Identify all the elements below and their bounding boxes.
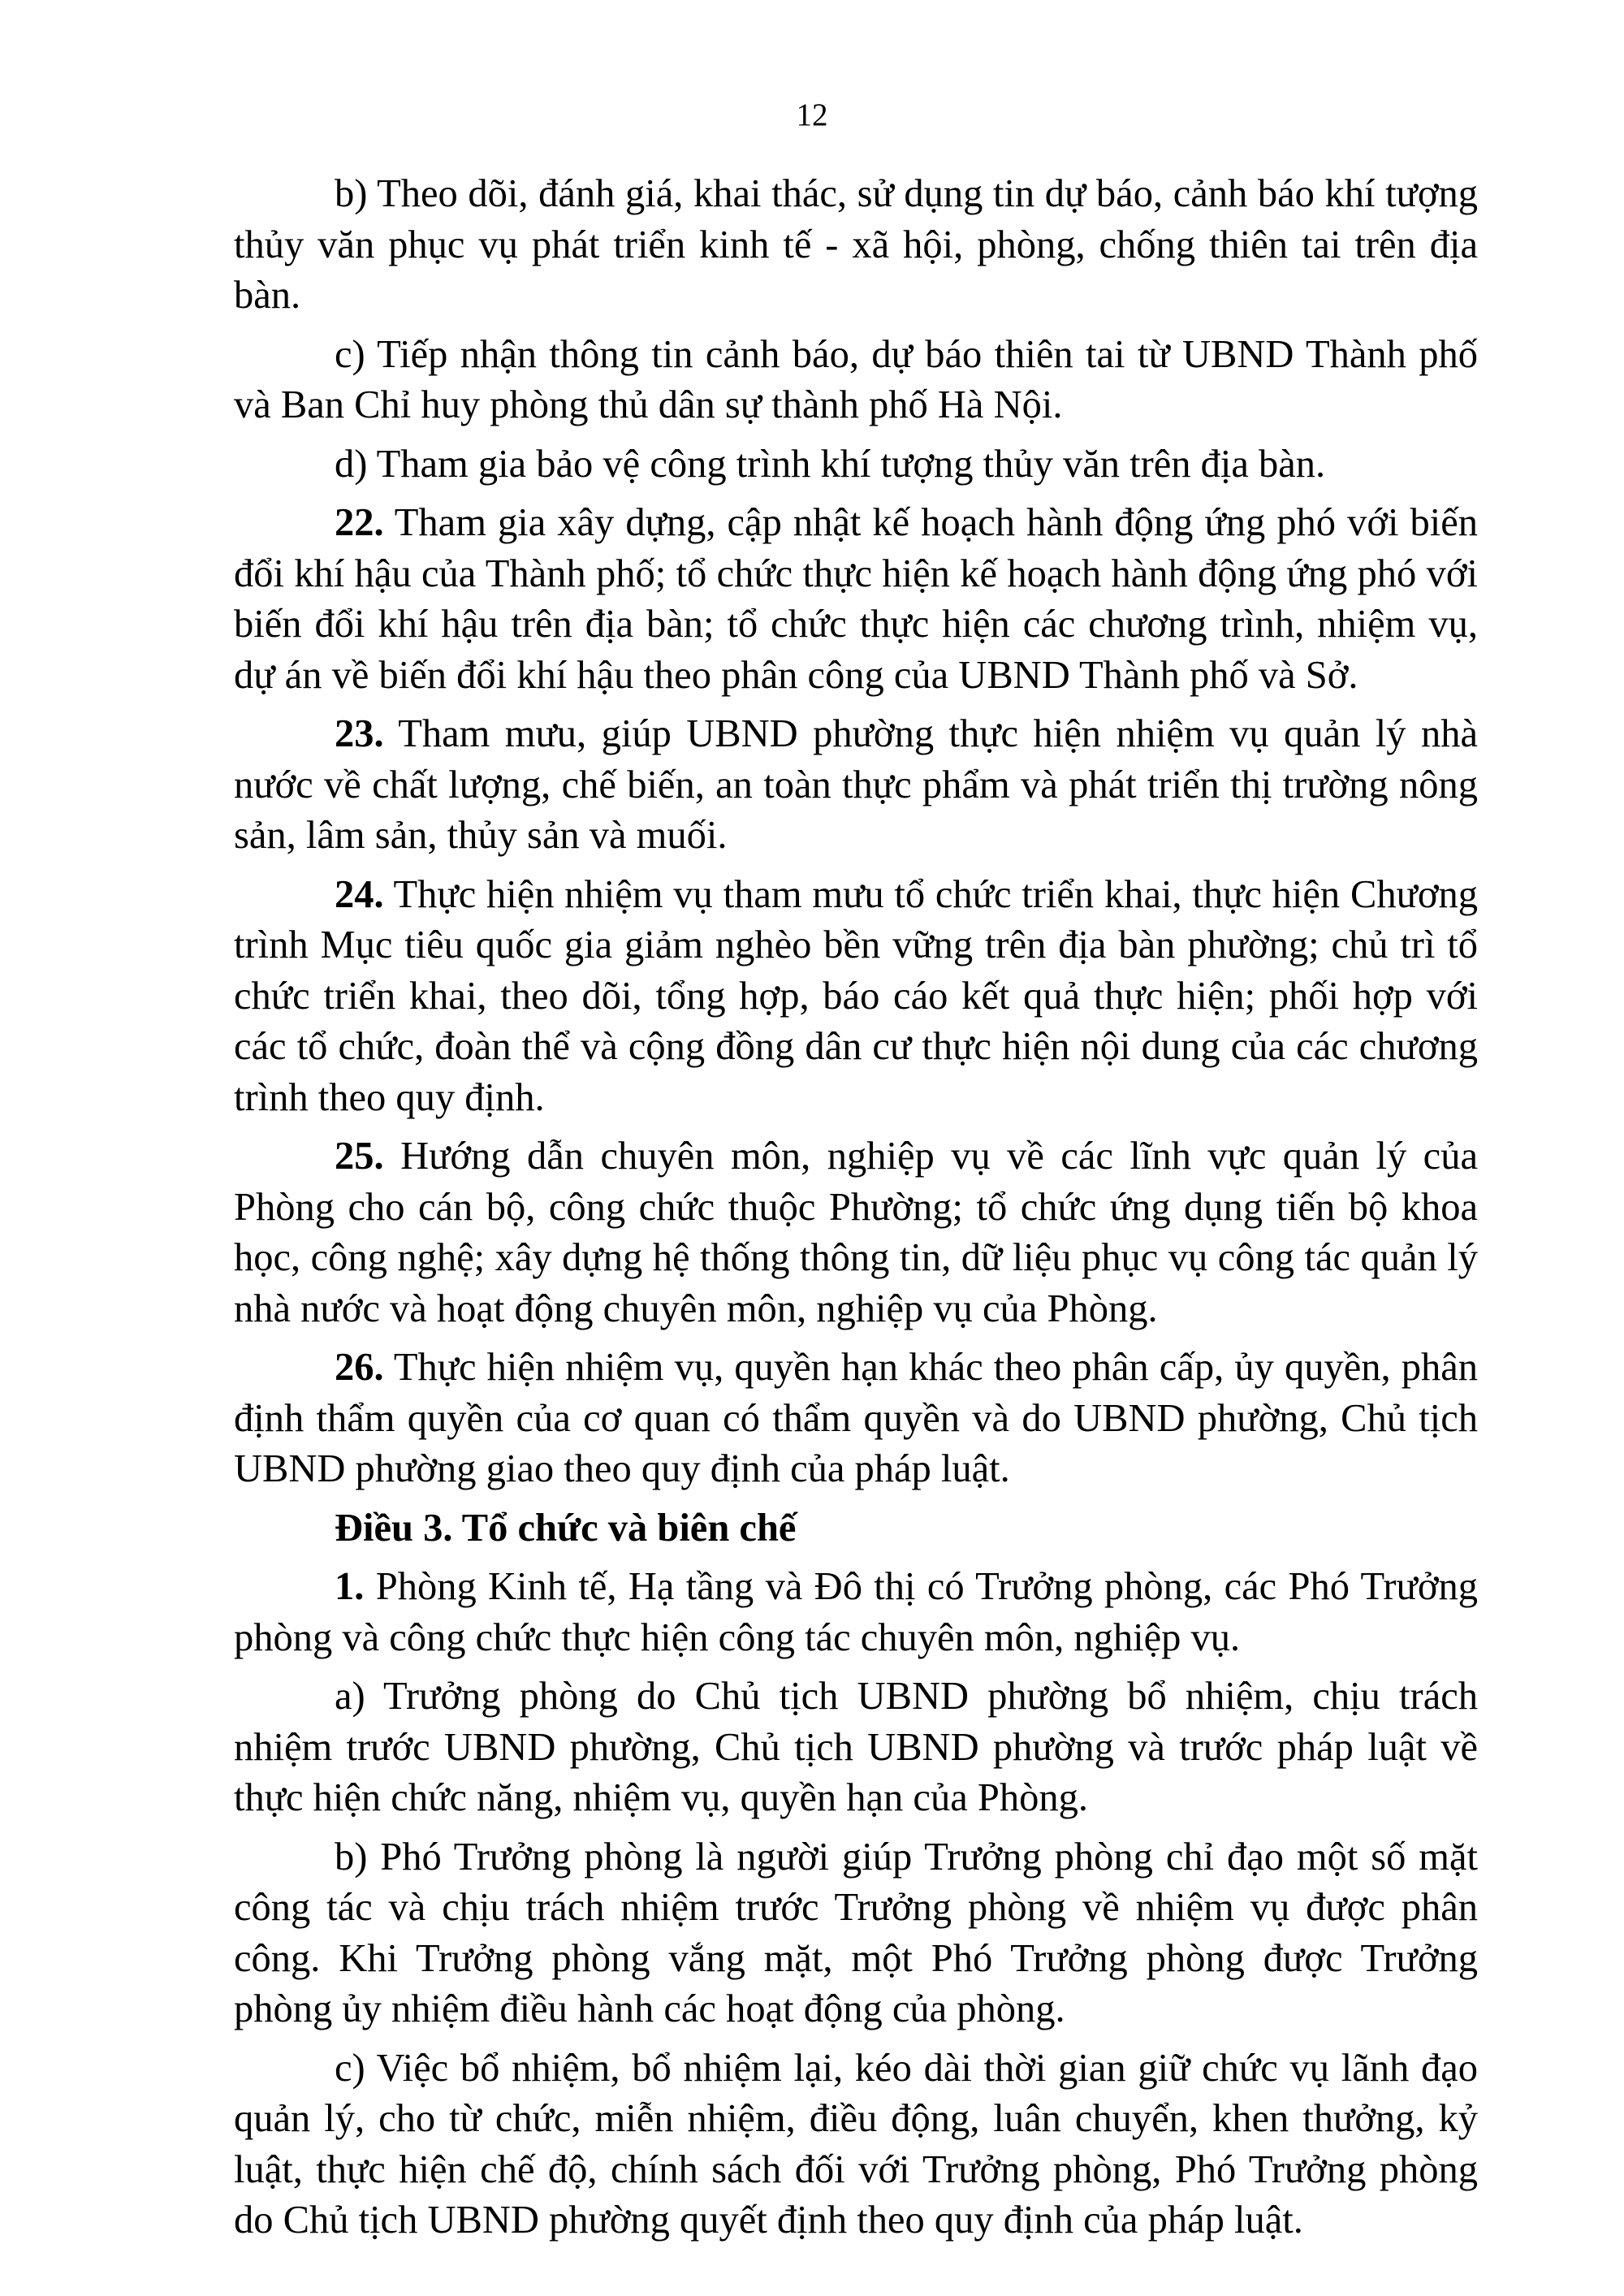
- item-26: [234, 1343, 1478, 1495]
- document-body: [234, 169, 1478, 2255]
- paragraph-text: Phòng Kinh tế, Hạ tầng và Đô thị có Trưởng phòng, các Phó Trưởng phòng và công chức thực hiện công tác chuyên môn, nghiệp vụ.: [234, 1565, 1478, 1659]
- item-23: [234, 709, 1478, 862]
- article-heading: Điều 3. Tổ chức và biên chế: [335, 1506, 797, 1550]
- item-22: [234, 498, 1478, 701]
- item-number: 22.: [335, 501, 384, 544]
- article-item-1: [234, 1562, 1478, 1663]
- page-number: 12: [796, 97, 828, 132]
- paragraph-b-deputy: [234, 1832, 1478, 2035]
- paragraph-d-protection: [234, 439, 1478, 491]
- paragraph-text: d) Tham gia bảo vệ công trình khí tượng thủy văn trên địa bàn.: [335, 442, 1326, 486]
- paragraph-text: c) Việc bổ nhiệm, bổ nhiệm lại, kéo dài thời gian giữ chức vụ lãnh đạo quản lý, cho từ chức, miễn nhiệm, điều động, luân chuyển, khen thưởng, kỷ luật, thực hiện chế độ, chính sách đối với Trưởng phòng, Phó Trưởng phòng do Chủ tịch UBND phường quyết định theo quy định của pháp luật.: [234, 2046, 1478, 2242]
- item-number: 26.: [335, 1346, 384, 1389]
- paragraph-text: b) Theo dõi, đánh giá, khai thác, sử dụng tin dự báo, cảnh báo khí tượng thủy văn phục vụ phát triển kinh tế - xã hội, phòng, chống thiên tai trên địa bàn.: [234, 172, 1478, 317]
- item-number: 23.: [335, 712, 384, 755]
- paragraph-c-warnings: [234, 330, 1478, 431]
- paragraph-text: Tham gia xây dựng, cập nhật kế hoạch hành động ứng phó với biến đổi khí hậu của Thành phố; tổ chức thực hiện kế hoạch hành động ứng phó với biến đổi khí hậu trên địa bàn; tổ chức thực hiện các chương trình, nhiệm vụ, dự án về biến đổi khí hậu theo phân công của UBND Thành phố và Sở.: [234, 501, 1478, 697]
- paragraph-text: c) Tiếp nhận thông tin cảnh báo, dự báo thiên tai từ UBND Thành phố và Ban Chỉ huy phòng thủ dân sự thành phố Hà Nội.: [234, 332, 1478, 426]
- paragraph-text: Thực hiện nhiệm vụ tham mưu tổ chức triển khai, thực hiện Chương trình Mục tiêu quốc gia giảm nghèo bền vững trên địa bàn phường; chủ trì tổ chức triển khai, theo dõi, tổng hợp, báo cáo kết quả thực hiện; phối hợp với các tổ chức, đoàn thể và cộng đồng dân cư thực hiện nội dung của các chương trình theo quy định.: [234, 872, 1478, 1119]
- paragraph-text: b) Phó Trưởng phòng là người giúp Trưởng phòng chỉ đạo một số mặt công tác và chịu trách nhiệm trước Trưởng phòng về nhiệm vụ được phân công. Khi Trưởng phòng vắng mặt, một Phó Trưởng phòng được Trưởng phòng ủy nhiệm điều hành các hoạt động của phòng.: [234, 1835, 1478, 2030]
- paragraph-b-forecast: [234, 169, 1478, 322]
- paragraph-text: Tham mưu, giúp UBND phường thực hiện nhiệm vụ quản lý nhà nước về chất lượng, chế biến, an toàn thực phẩm và phát triển thị trường nông sản, lâm sản, thủy sản và muối.: [234, 712, 1478, 857]
- paragraph-a-head: [234, 1671, 1478, 1824]
- item-number: 25.: [335, 1135, 384, 1178]
- paragraph-text: Hướng dẫn chuyên môn, nghiệp vụ về các lĩnh vực quản lý của Phòng cho cán bộ, công chức thuộc Phường; tổ chức ứng dụng tiến bộ khoa học, công nghệ; xây dựng hệ thống thông tin, dữ liệu phục vụ công tác quản lý nhà nước và hoạt động chuyên môn, nghiệp vụ của Phòng.: [234, 1135, 1478, 1330]
- item-25: [234, 1131, 1478, 1334]
- item-24: [234, 870, 1478, 1124]
- paragraph-c-appointment: [234, 2043, 1478, 2246]
- paragraph-text: a) Trưởng phòng do Chủ tịch UBND phường bổ nhiệm, chịu trách nhiệm trước UBND phường, Chủ tịch UBND phường và trước pháp luật về thực hiện chức năng, nhiệm vụ, quyền hạn của Phòng.: [234, 1675, 1478, 1819]
- item-number: 24.: [335, 872, 384, 916]
- item-number: 1.: [335, 1565, 365, 1608]
- paragraph-text: Thực hiện nhiệm vụ, quyền hạn khác theo phân cấp, ủy quyền, phân định thẩm quyền của cơ quan có thẩm quyền và do UBND phường, Chủ tịch UBND phường giao theo quy định của pháp luật.: [234, 1346, 1478, 1490]
